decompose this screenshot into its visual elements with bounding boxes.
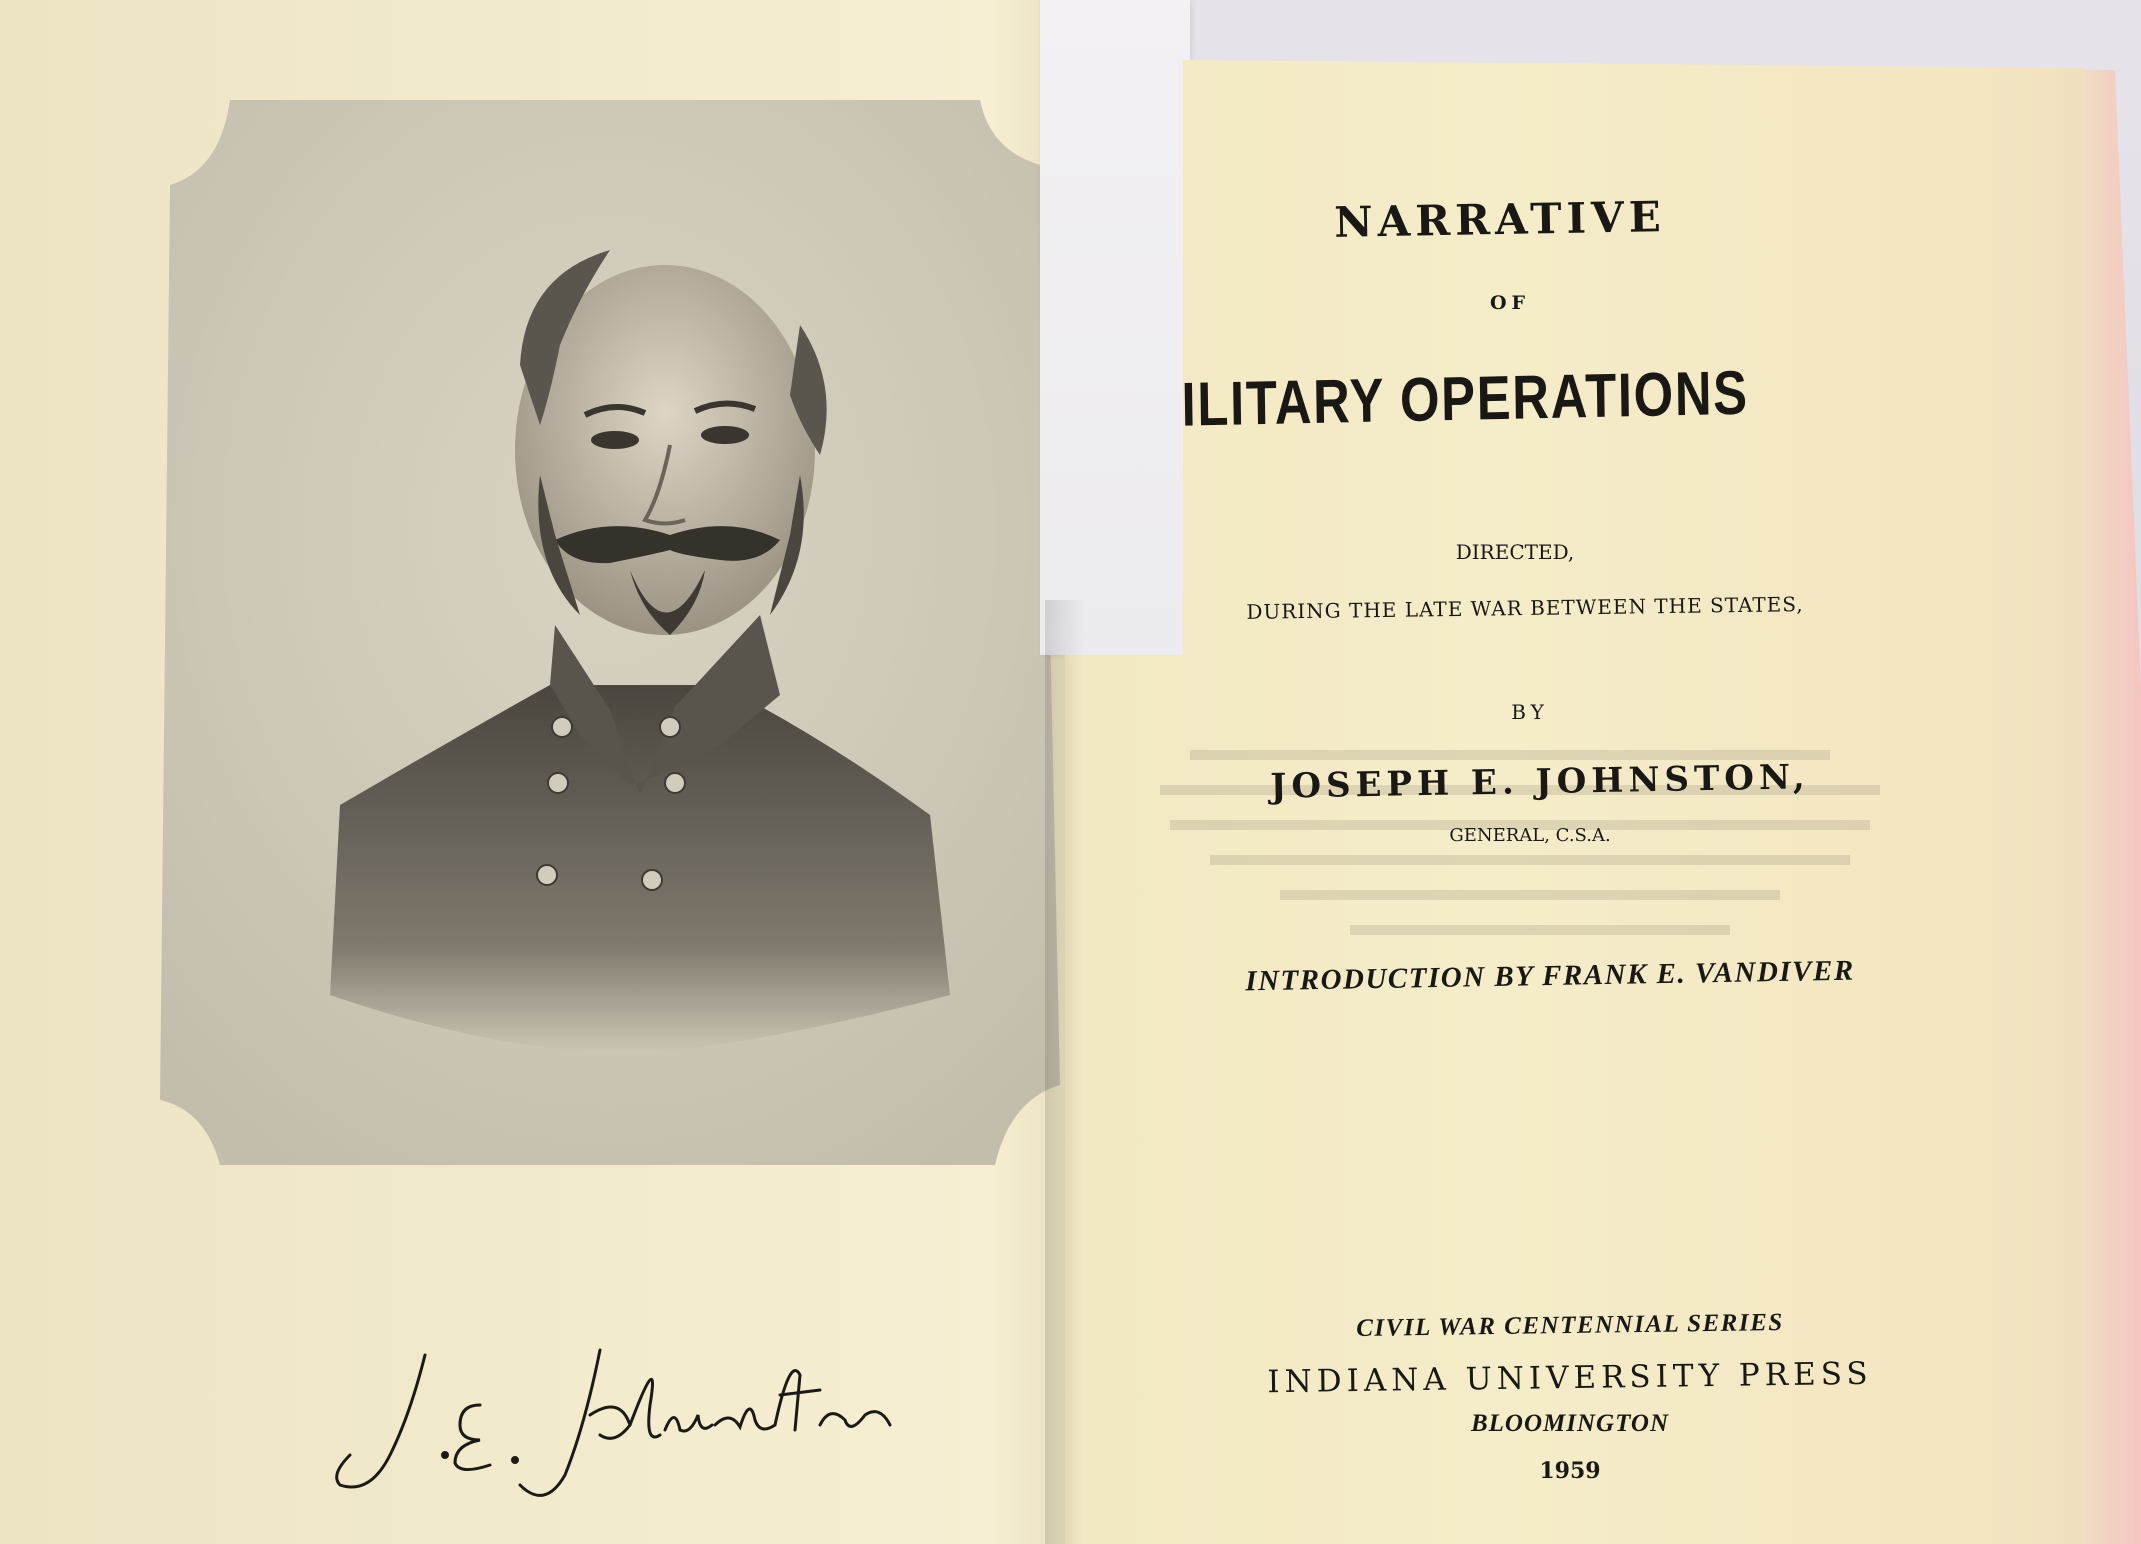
title-of: OF [1489,292,1531,314]
author-name: JOSEPH E. JOHNSTON, [1269,757,1811,807]
portrait-plate [160,95,1060,1170]
by-label: BY [1511,700,1549,724]
gutter-shadow [1045,600,1085,1544]
publisher-city: BLOOMINGTON [1470,1410,1670,1437]
engraved-portrait-icon [160,95,1060,1170]
signature [330,1335,930,1505]
title-narrative: NARRATIVE [1333,192,1667,247]
signature-icon [330,1335,930,1505]
subtitle-directed: DIRECTED, [1455,540,1575,564]
publication-year: 1959 [1539,1458,1601,1484]
publisher-name: INDIANA UNIVERSITY PRESS [1267,1355,1873,1401]
author-rank: GENERAL, C.S.A. [1449,825,1611,846]
title-military-operations: ILITARY OPERATIONS [1181,358,1750,440]
subtitle-during: DURING THE LATE WAR BETWEEN THE STATES, [1246,592,1804,624]
introduction-credit: INTRODUCTION BY FRANK E. VANDIVER [1245,954,1855,998]
page-edge [2085,70,2141,1544]
series-name: CIVIL WAR CENTENNIAL SERIES [1356,1309,1784,1342]
paper-slip [1040,0,1190,655]
